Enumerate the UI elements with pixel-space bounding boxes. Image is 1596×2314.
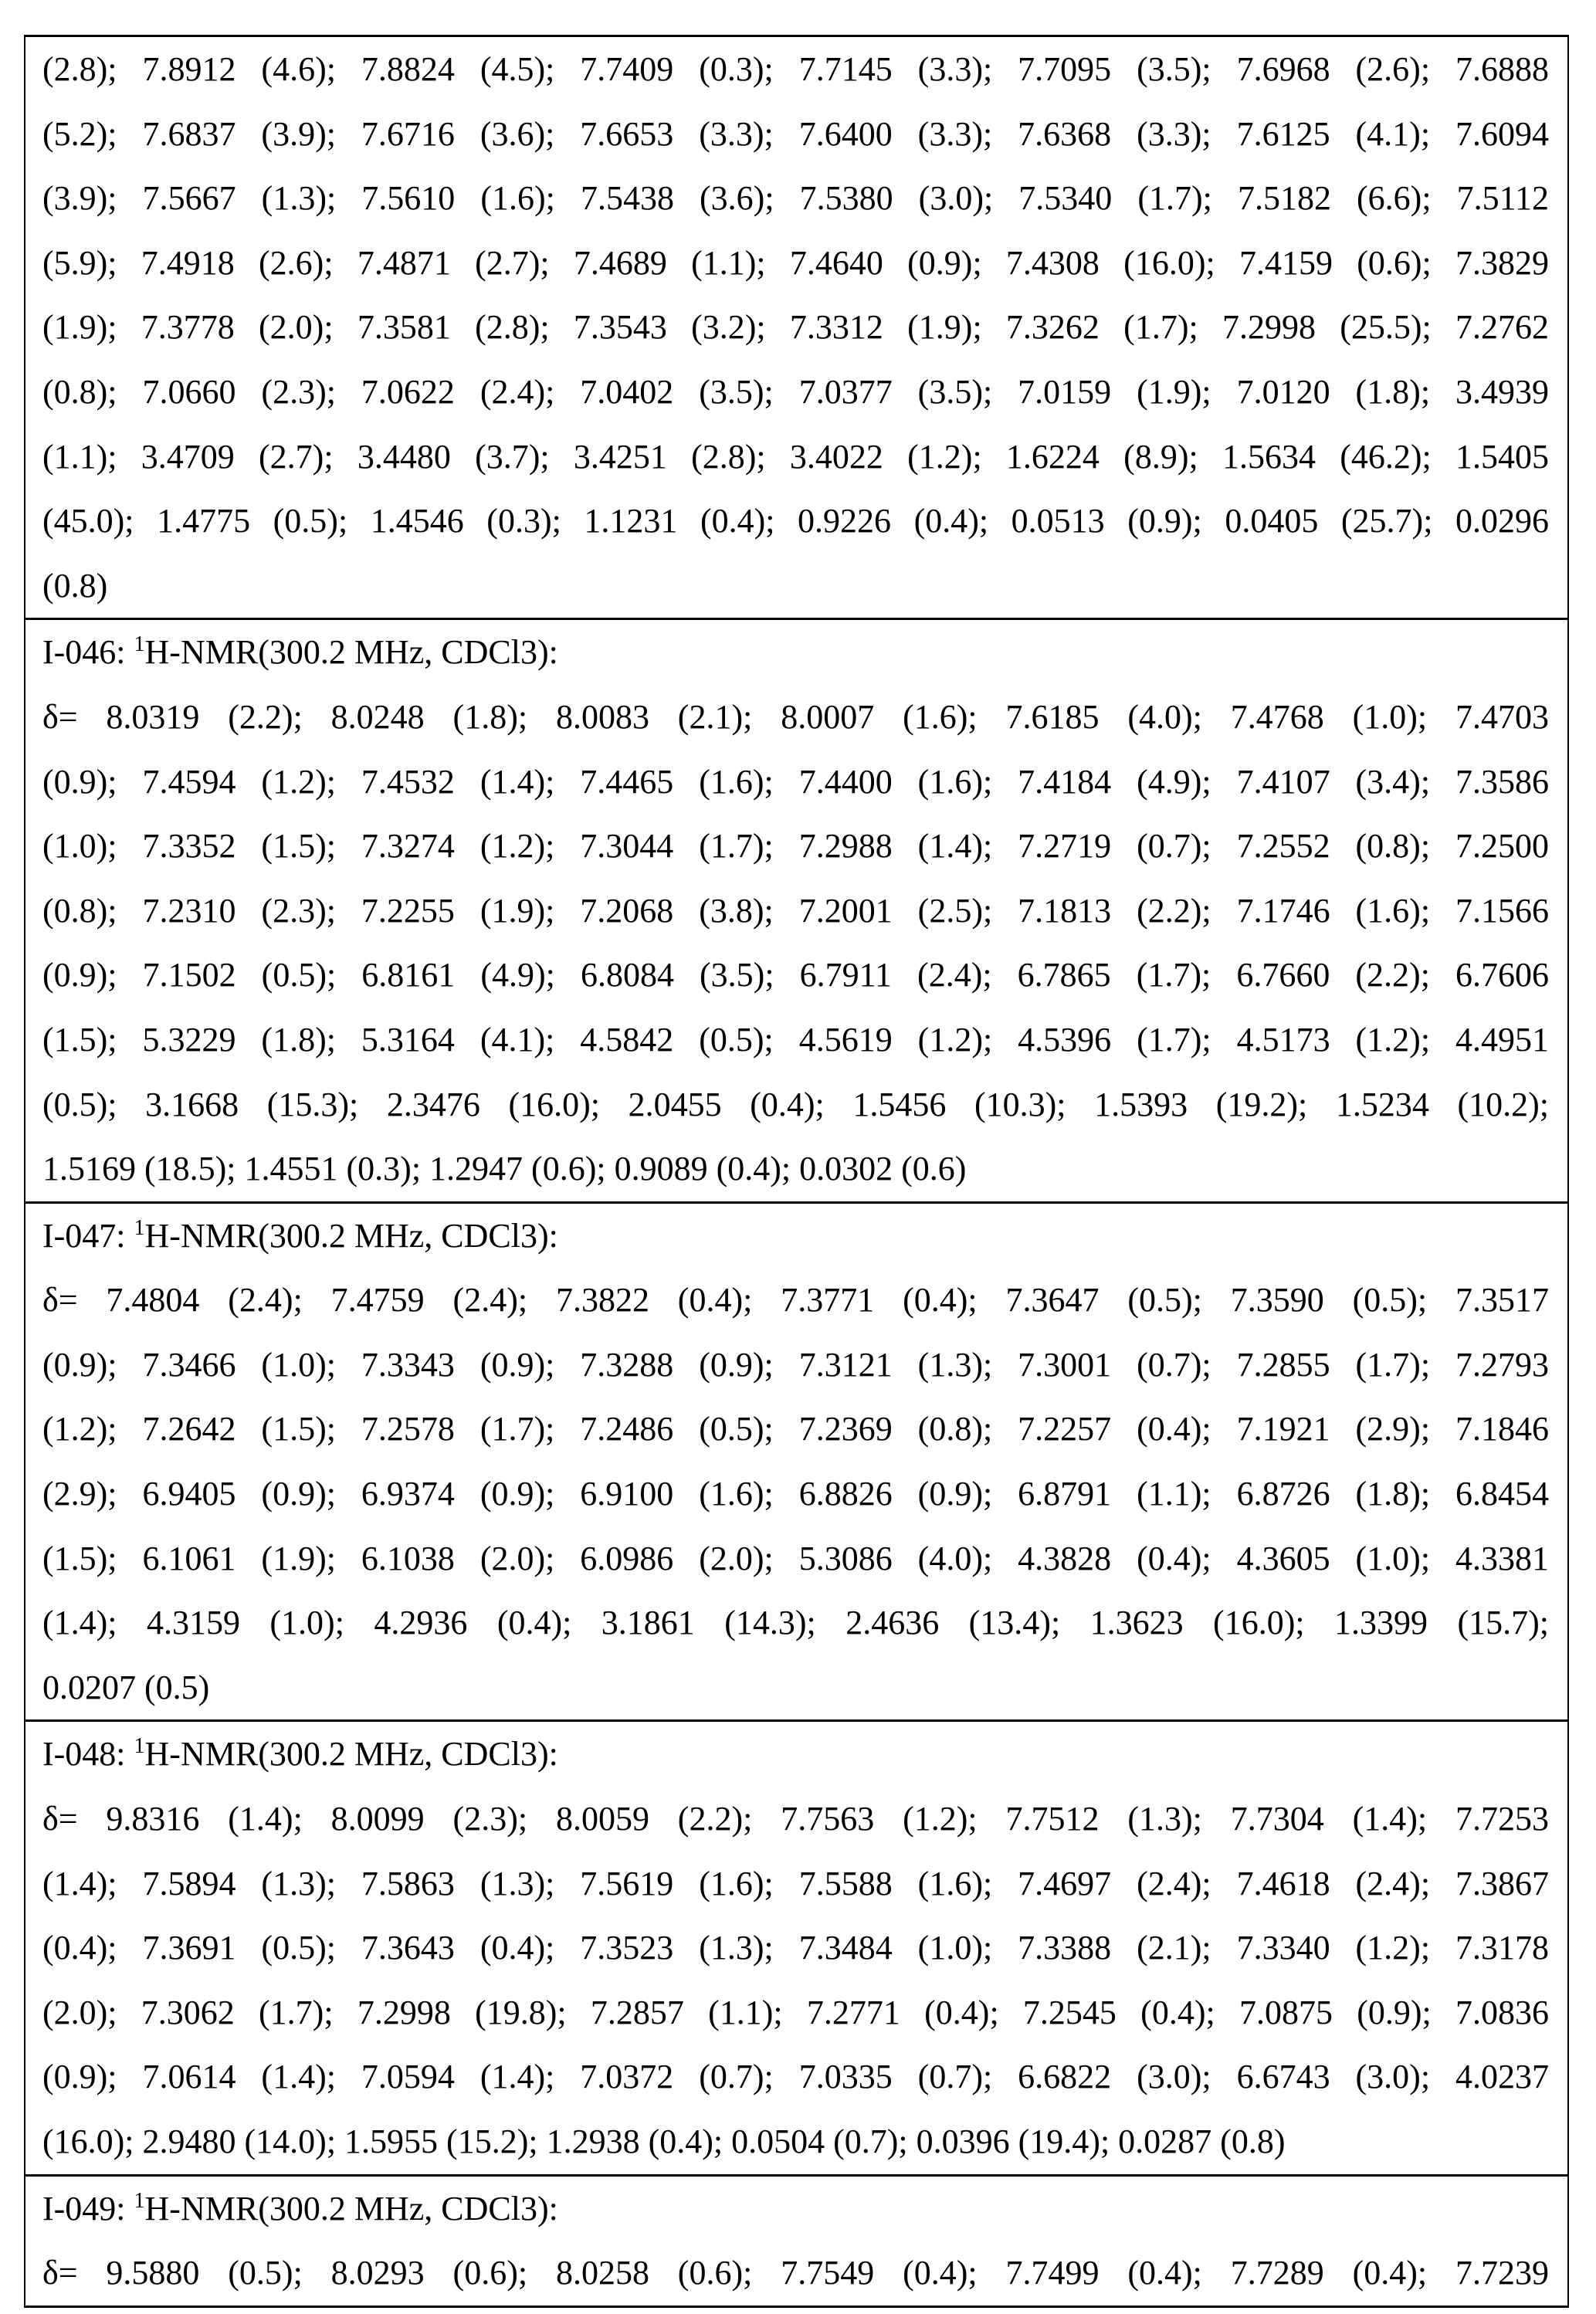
- compound-id: I-047:: [42, 1217, 134, 1255]
- nmr-shift-line: δ= 8.0319 (2.2); 8.0248 (1.8); 8.0083 (2.1); 8.0007 (1.6); 7.6185 (4.0); 7.4768 (1.0); 7.4703: [42, 685, 1549, 750]
- compound-nmr-header: [42, 1722, 1549, 1787]
- nmr-shift-line: (0.5); 3.1668 (15.3); 2.3476 (16.0); 2.0455 (0.4); 1.5456 (10.3); 1.5393 (19.2); 1.5234 (10.2);: [42, 1072, 1549, 1137]
- nmr-shift-line: (5.2); 7.6837 (3.9); 7.6716 (3.6); 7.6653 (3.3); 7.6400 (3.3); 7.6368 (3.3); 7.6125 (4.1); 7.6094: [42, 102, 1549, 167]
- nmr-shift-line: (0.9); 7.0614 (1.4); 7.0594 (1.4); 7.0372 (0.7); 7.0335 (0.7); 6.6822 (3.0); 6.6743 (3.0); 4.0237: [42, 2045, 1549, 2109]
- table-row: [25, 618, 1567, 1201]
- nmr-shift-line: δ= 9.8316 (1.4); 8.0099 (2.3); 8.0059 (2.2); 7.7563 (1.2); 7.7512 (1.3); 7.7304 (1.4); 7.7253: [42, 1787, 1549, 1852]
- isotope-superscript: 1: [134, 1216, 145, 1240]
- nmr-shift-line: (1.5); 6.1061 (1.9); 6.1038 (2.0); 6.0986 (2.0); 5.3086 (4.0); 4.3828 (0.4); 4.3605 (1.0); 4.3381: [42, 1526, 1549, 1591]
- nmr-shift-line: (2.9); 6.9405 (0.9); 6.9374 (0.9); 6.9100 (1.6); 6.8826 (0.9); 6.8791 (1.1); 6.8726 (1.8); 6.8454: [42, 1462, 1549, 1526]
- nmr-shift-line: (1.4); 7.5894 (1.3); 7.5863 (1.3); 7.5619 (1.6); 7.5588 (1.6); 7.4697 (2.4); 7.4618 (2.4); 7.3867: [42, 1852, 1549, 1916]
- nmr-shift-line: (0.9); 7.1502 (0.5); 6.8161 (4.9); 6.8084 (3.5); 6.7911 (2.4); 6.7865 (1.7); 6.7660 (2.2); 6.7606: [42, 943, 1549, 1008]
- nmr-conditions: H-NMR(300.2 MHz, CDCl3):: [145, 633, 558, 671]
- nmr-conditions: H-NMR(300.2 MHz, CDCl3):: [145, 2190, 558, 2228]
- nmr-shift-line: (1.5); 5.3229 (1.8); 5.3164 (4.1); 4.5842 (0.5); 4.5619 (1.2); 4.5396 (1.7); 4.5173 (1.2); 4.4951: [42, 1008, 1549, 1072]
- nmr-shift-line: (0.4); 7.3691 (0.5); 7.3643 (0.4); 7.3523 (1.3); 7.3484 (1.0); 7.3388 (2.1); 7.3340 (1.2); 7.3178: [42, 1916, 1549, 1980]
- nmr-shift-line: (1.0); 7.3352 (1.5); 7.3274 (1.2); 7.3044 (1.7); 7.2988 (1.4); 7.2719 (0.7); 7.2552 (0.8); 7.2500: [42, 814, 1549, 879]
- table-row: [25, 2174, 1567, 2308]
- nmr-shift-line: (1.1); 3.4709 (2.7); 3.4480 (3.7); 3.4251 (2.8); 3.4022 (1.2); 1.6224 (8.9); 1.5634 (46.2); 1.5405: [42, 425, 1549, 490]
- nmr-shift-line: (45.0); 1.4775 (0.5); 1.4546 (0.3); 1.1231 (0.4); 0.9226 (0.4); 0.0513 (0.9); 0.0405 (25.7); 0.0296: [42, 489, 1549, 554]
- nmr-shift-line: (2.8); 7.8912 (4.6); 7.8824 (4.5); 7.7409 (0.3); 7.7145 (3.3); 7.7095 (3.5); 7.6968 (2.6); 7.6888: [42, 37, 1549, 102]
- nmr-conditions: H-NMR(300.2 MHz, CDCl3):: [145, 1735, 558, 1773]
- nmr-shift-line: (2.0); 7.3062 (1.7); 7.2998 (19.8); 7.2857 (1.1); 7.2771 (0.4); 7.2545 (0.4); 7.0875 (0.9); 7.0836: [42, 1980, 1549, 2045]
- compound-id: I-049:: [42, 2190, 134, 2228]
- compound-nmr-header: [42, 620, 1549, 685]
- isotope-superscript: 1: [134, 632, 145, 656]
- compound-nmr-header: [42, 1204, 1549, 1269]
- nmr-data-table: [24, 35, 1569, 2308]
- nmr-shift-line: (0.8); 7.2310 (2.3); 7.2255 (1.9); 7.2068 (3.8); 7.2001 (2.5); 7.1813 (2.2); 7.1746 (1.6); 7.1566: [42, 879, 1549, 944]
- nmr-shift-line: (0.8): [42, 554, 1549, 618]
- nmr-shift-line: (16.0); 2.9480 (14.0); 1.5955 (15.2); 1.2938 (0.4); 0.0504 (0.7); 0.0396 (19.4); 0.0287 (0.8): [42, 2109, 1549, 2174]
- nmr-shift-line: (0.9); 7.3466 (1.0); 7.3343 (0.9); 7.3288 (0.9); 7.3121 (1.3); 7.3001 (0.7); 7.2855 (1.7); 7.2793: [42, 1333, 1549, 1398]
- nmr-shift-line: 1.5169 (18.5); 1.4551 (0.3); 1.2947 (0.6); 0.9089 (0.4); 0.0302 (0.6): [42, 1137, 1549, 1201]
- compound-id: I-046:: [42, 633, 134, 671]
- table-row: [25, 35, 1567, 618]
- nmr-shift-line: (5.9); 7.4918 (2.6); 7.4871 (2.7); 7.4689 (1.1); 7.4640 (0.9); 7.4308 (16.0); 7.4159 (0.6); 7.3829: [42, 231, 1549, 296]
- nmr-shift-line: (3.9); 7.5667 (1.3); 7.5610 (1.6); 7.5438 (3.6); 7.5380 (3.0); 7.5340 (1.7); 7.5182 (6.6); 7.5112: [42, 166, 1549, 231]
- nmr-shift-line: (0.9); 7.4594 (1.2); 7.4532 (1.4); 7.4465 (1.6); 7.4400 (1.6); 7.4184 (4.9); 7.4107 (3.4); 7.3586: [42, 750, 1549, 815]
- nmr-shift-line: 0.0207 (0.5): [42, 1655, 1549, 1720]
- table-row: [25, 1719, 1567, 2173]
- isotope-superscript: 1: [134, 1734, 145, 1758]
- nmr-shift-line: (1.9); 7.3778 (2.0); 7.3581 (2.8); 7.3543 (3.2); 7.3312 (1.9); 7.3262 (1.7); 7.2998 (25.5); 7.2762: [42, 295, 1549, 360]
- nmr-shift-line: (0.8); 7.0660 (2.3); 7.0622 (2.4); 7.0402 (3.5); 7.0377 (3.5); 7.0159 (1.9); 7.0120 (1.8); 3.4939: [42, 360, 1549, 425]
- table-row: [25, 1201, 1567, 1720]
- nmr-shift-line: (1.4); 4.3159 (1.0); 4.2936 (0.4); 3.1861 (14.3); 2.4636 (13.4); 1.3623 (16.0); 1.3399 (15.7);: [42, 1591, 1549, 1655]
- nmr-shift-line: δ= 7.4804 (2.4); 7.4759 (2.4); 7.3822 (0.4); 7.3771 (0.4); 7.3647 (0.5); 7.3590 (0.5); 7.3517: [42, 1268, 1549, 1333]
- nmr-conditions: H-NMR(300.2 MHz, CDCl3):: [145, 1217, 558, 1255]
- nmr-shift-line: (1.2); 7.2642 (1.5); 7.2578 (1.7); 7.2486 (0.5); 7.2369 (0.8); 7.2257 (0.4); 7.1921 (2.9); 7.1846: [42, 1397, 1549, 1462]
- isotope-superscript: 1: [134, 2189, 145, 2213]
- compound-nmr-header: [42, 2177, 1549, 2241]
- compound-id: I-048:: [42, 1735, 134, 1773]
- nmr-shift-line: δ= 9.5880 (0.5); 8.0293 (0.6); 8.0258 (0.6); 7.7549 (0.4); 7.7499 (0.4); 7.7289 (0.4); 7.7239: [42, 2241, 1549, 2306]
